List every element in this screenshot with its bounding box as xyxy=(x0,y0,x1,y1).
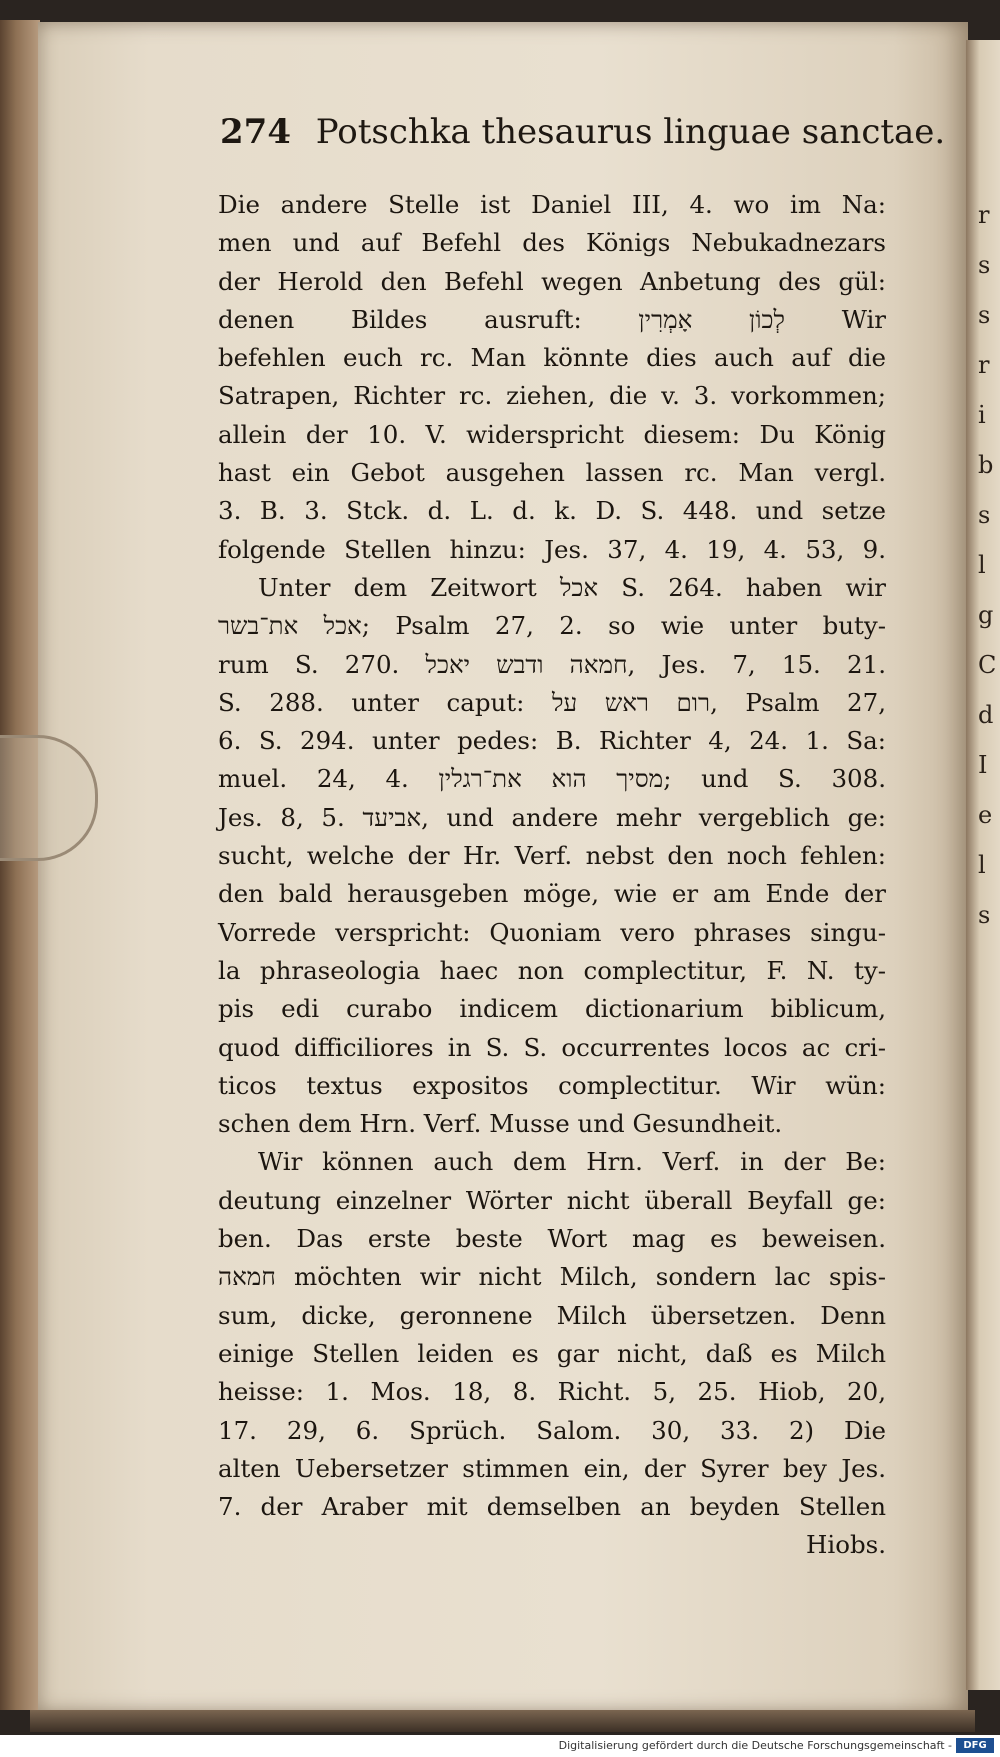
text-line: ticos textus expositos complectitur. Wir wün: xyxy=(218,1070,886,1100)
text-line: denen Bildes ausruft: לְכוֹן אָמְרִין Wir xyxy=(218,304,887,334)
text-line: Satrapen, Richter rc. ziehen, die v. 3. vorkommen; xyxy=(218,381,886,411)
page-number: 274 xyxy=(220,112,291,152)
text-line: 17. 29, 6. Sprüch. Salom. 30, 33. 2) Die xyxy=(218,1415,886,1445)
text-line: der Herold den Befehl wegen Anbetung des gül: xyxy=(218,266,886,296)
text-line: alten Uebersetzer stimmen ein, der Syrer bey Jes. xyxy=(218,1453,886,1483)
text-line: schen dem Hrn. Verf. Musse und Gesundheit. xyxy=(218,1109,783,1139)
running-header xyxy=(220,112,946,160)
text-line: la phraseologia haec non complectitur, F. N. ty- xyxy=(218,955,886,985)
text-line: hast ein Gebot ausgehen lassen rc. Man vergl. xyxy=(218,458,886,488)
body-text xyxy=(218,186,886,1565)
text-line: 7. der Araber mit demselben an beyden Stellen xyxy=(218,1492,886,1522)
text-line: Hiobs. xyxy=(806,1530,886,1560)
text-line: S. 288. unter caput: רום ראש על, Psalm 27, xyxy=(218,687,887,717)
book-bottom-edge xyxy=(30,1710,975,1732)
text-line: ben. Das erste beste Wort mag es beweisen. xyxy=(218,1224,886,1254)
text-line: Die andere Stelle ist Daniel III, 4. wo im Na: xyxy=(218,190,886,219)
text-line: חמאה möchten wir nicht Milch, sondern lac spis- xyxy=(218,1262,886,1292)
text-line: allein der 10. V. widerspricht diesem: Du König xyxy=(218,419,886,449)
text-line: men und auf Befehl des Königs Nebukadnezars xyxy=(218,228,886,258)
text-line: Jes. 8, 5. אביעד, und andere mehr vergeblich ge: xyxy=(218,802,887,832)
text-line: rum S. 270. חמאה ודבש יאכל, Jes. 7, 15. 21. xyxy=(218,649,886,679)
text-line: אכל את־בשר; Psalm 27, 2. so wie unter buty- xyxy=(218,611,886,641)
text-line: quod difficiliores in S. S. occurrentes locos ac cri- xyxy=(218,1032,886,1062)
text-line: 6. S. 294. unter pedes: B. Richter 4, 24. 1. Sa: xyxy=(218,726,886,756)
text-line: den bald herausgeben möge, wie er am Ende der xyxy=(218,879,886,909)
running-title: Potschka thesaurus linguae sanctae. xyxy=(315,112,946,152)
footer-credit: Digitalisierung gefördert durch die Deutsche Forschungsgemeinschaft - xyxy=(558,1739,952,1752)
text-line: befehlen euch rc. Man könnte dies auch auf die xyxy=(218,343,886,373)
text-line: Wir können auch dem Hrn. Verf. in der Be: xyxy=(258,1147,886,1177)
text-line: sum, dicke, geronnene Milch übersetzen. Denn xyxy=(218,1300,886,1330)
dfg-logo: DFG xyxy=(956,1738,994,1753)
facing-page-glyphs: r s s r i b s l g C d I e l s xyxy=(978,201,997,929)
text-line: heisse: 1. Mos. 18, 8. Richt. 5, 25. Hiob, 20, xyxy=(218,1377,886,1407)
book-spine-edge xyxy=(0,20,40,1710)
text-line: Unter dem Zeitwort אכל S. 264. haben wir xyxy=(258,572,886,602)
text-line: einige Stellen leiden es gar nicht, daß es Milch xyxy=(218,1338,886,1368)
digitization-footer xyxy=(0,1735,1000,1757)
text-line: 3. B. 3. Stck. d. L. d. k. D. S. 448. und setze xyxy=(218,496,886,526)
text-line: muel. 24, 4. מסיך הוא את־רגלין; und S. 308. xyxy=(218,764,886,794)
text-line: Vorrede verspricht: Quoniam vero phrases singu- xyxy=(218,917,886,947)
text-line: pis edi curabo indicem dictionarium biblicum, xyxy=(218,994,886,1024)
text-line: deutung einzelner Wörter nicht überall Beyfall ge: xyxy=(218,1185,886,1215)
text-line: sucht, welche der Hr. Verf. nebst den noch fehlen: xyxy=(218,841,886,871)
text-line: folgende Stellen hinzu: Jes. 37, 4. 19, 4. 53, 9. xyxy=(218,534,886,564)
